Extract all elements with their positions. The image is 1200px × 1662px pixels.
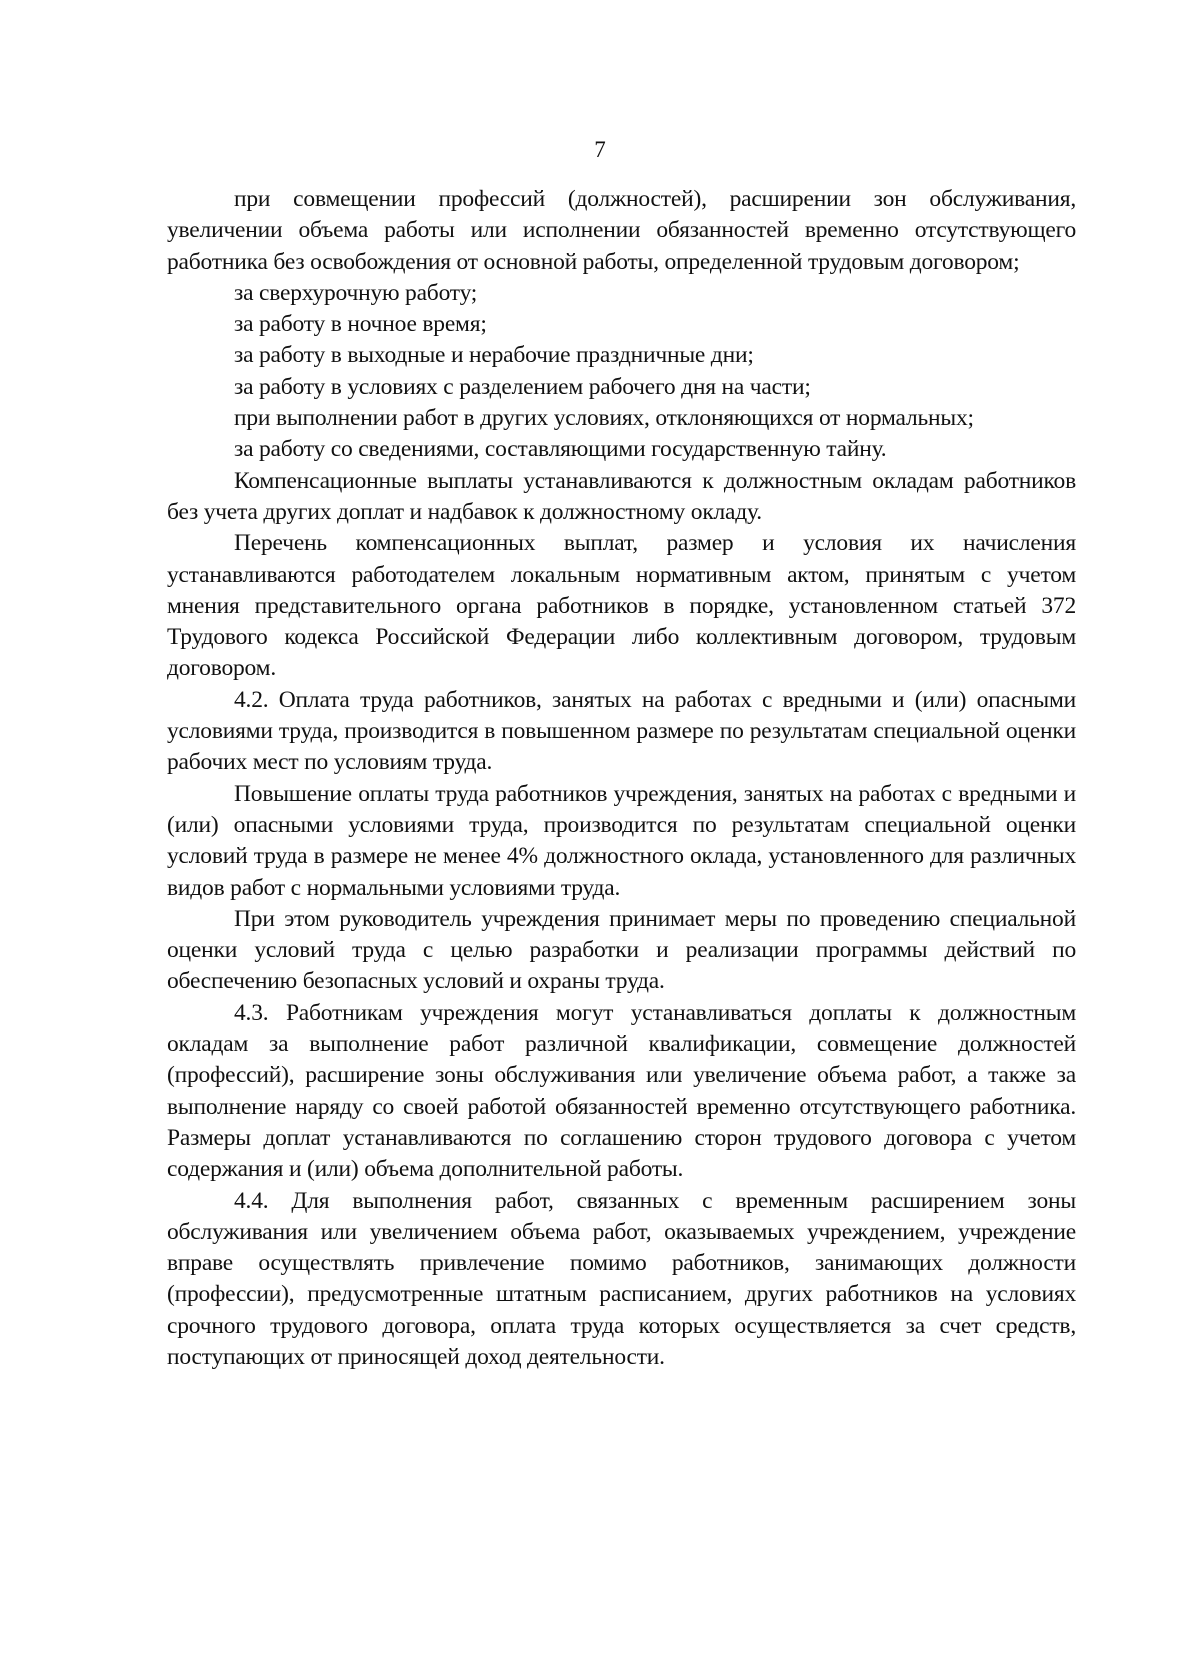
paragraph-combination-of-professions: при совмещении профессий (должностей), расширении зон обслуживания, увеличении объема работы или исполнении обязанностей временно отсутствующего работника без освобождения от основной работы, определенной трудовым договором; — [167, 186, 1076, 275]
list-item-state-secret: за работу со сведениями, составляющими государственную тайну. — [234, 436, 887, 463]
page-number: 7 — [594, 137, 606, 162]
paragraph-pay-increase: Повышение оплаты труда работников учреждения, занятых на работах с вредными и (или) опасными условиями труда, производится по результатам специальной оценки условий труда в размере не менее 4% должностного оклада, установленного для различных видов работ с нормальными условиями труда. — [167, 780, 1076, 901]
list-item-night-work: за работу в ночное время; — [234, 311, 487, 338]
paragraph-manager-measures: При этом руководитель учреждения принимает меры по проведению специальной оценки условий труда с целью разработки и реализации программы действий по обеспечению безопасных условий и охраны труда. — [167, 905, 1076, 995]
paragraph-compensation-list: Перечень компенсационных выплат, размер и условия их начисления устанавливаются работодателем локальным нормативным актом, принятым с учетом мнения представительного органа работников в порядке, установленном статьей 372 Трудового кодекса Российской Федерации либо коллективным договором, трудовым договором. — [167, 530, 1076, 682]
paragraph-section-4-4: 4.4. Для выполнения работ, связанных с временным расширением зоны обслуживания или увеличением объема работ, оказываемых учреждением, учреждение вправе осуществлять привлечение помимо работников, занимающих должности (профессии), предусмотренные штатным расписанием, других работников на условиях срочного трудового договора, оплата труда которых осуществляется за счет средств, поступающих от приносящей доход деятельности. — [167, 1187, 1076, 1370]
list-item-holiday-work: за работу в выходные и нерабочие праздничные дни; — [234, 342, 754, 369]
paragraph-section-4-3: 4.3. Работникам учреждения могут устанавливаться доплаты к должностным окладам за выполнение работ различной квалификации, совмещение должностей (профессий), расширение зоны обслуживания или увеличение объема работ, а также за выполнение наряду со своей работой обязанностей временно отсутствующего работника. Размеры доплат устанавливаются по соглашению сторон трудового договора с учетом содержания и (или) объема дополнительной работы. — [167, 999, 1076, 1183]
list-item-abnormal-conditions: при выполнении работ в других условиях, отклоняющихся от нормальных; — [234, 405, 974, 432]
paragraph-section-4-2: 4.2. Оплата труда работников, занятых на работах с вредными и (или) опасными условиями труда, производится в повышенном размере по результатам специальной оценки рабочих мест по условиям труда. — [167, 686, 1076, 776]
list-item-overtime: за сверхурочную работу; — [234, 279, 478, 306]
paragraph-compensation-basis: Компенсационные выплаты устанавливаются к должностным окладам работников без учета других доплат и надбавок к должностному окладу. — [167, 467, 1076, 525]
document-body — [167, 184, 1076, 1373]
list-item-split-shift: за работу в условиях с разделением рабочего дня на части; — [234, 373, 811, 400]
